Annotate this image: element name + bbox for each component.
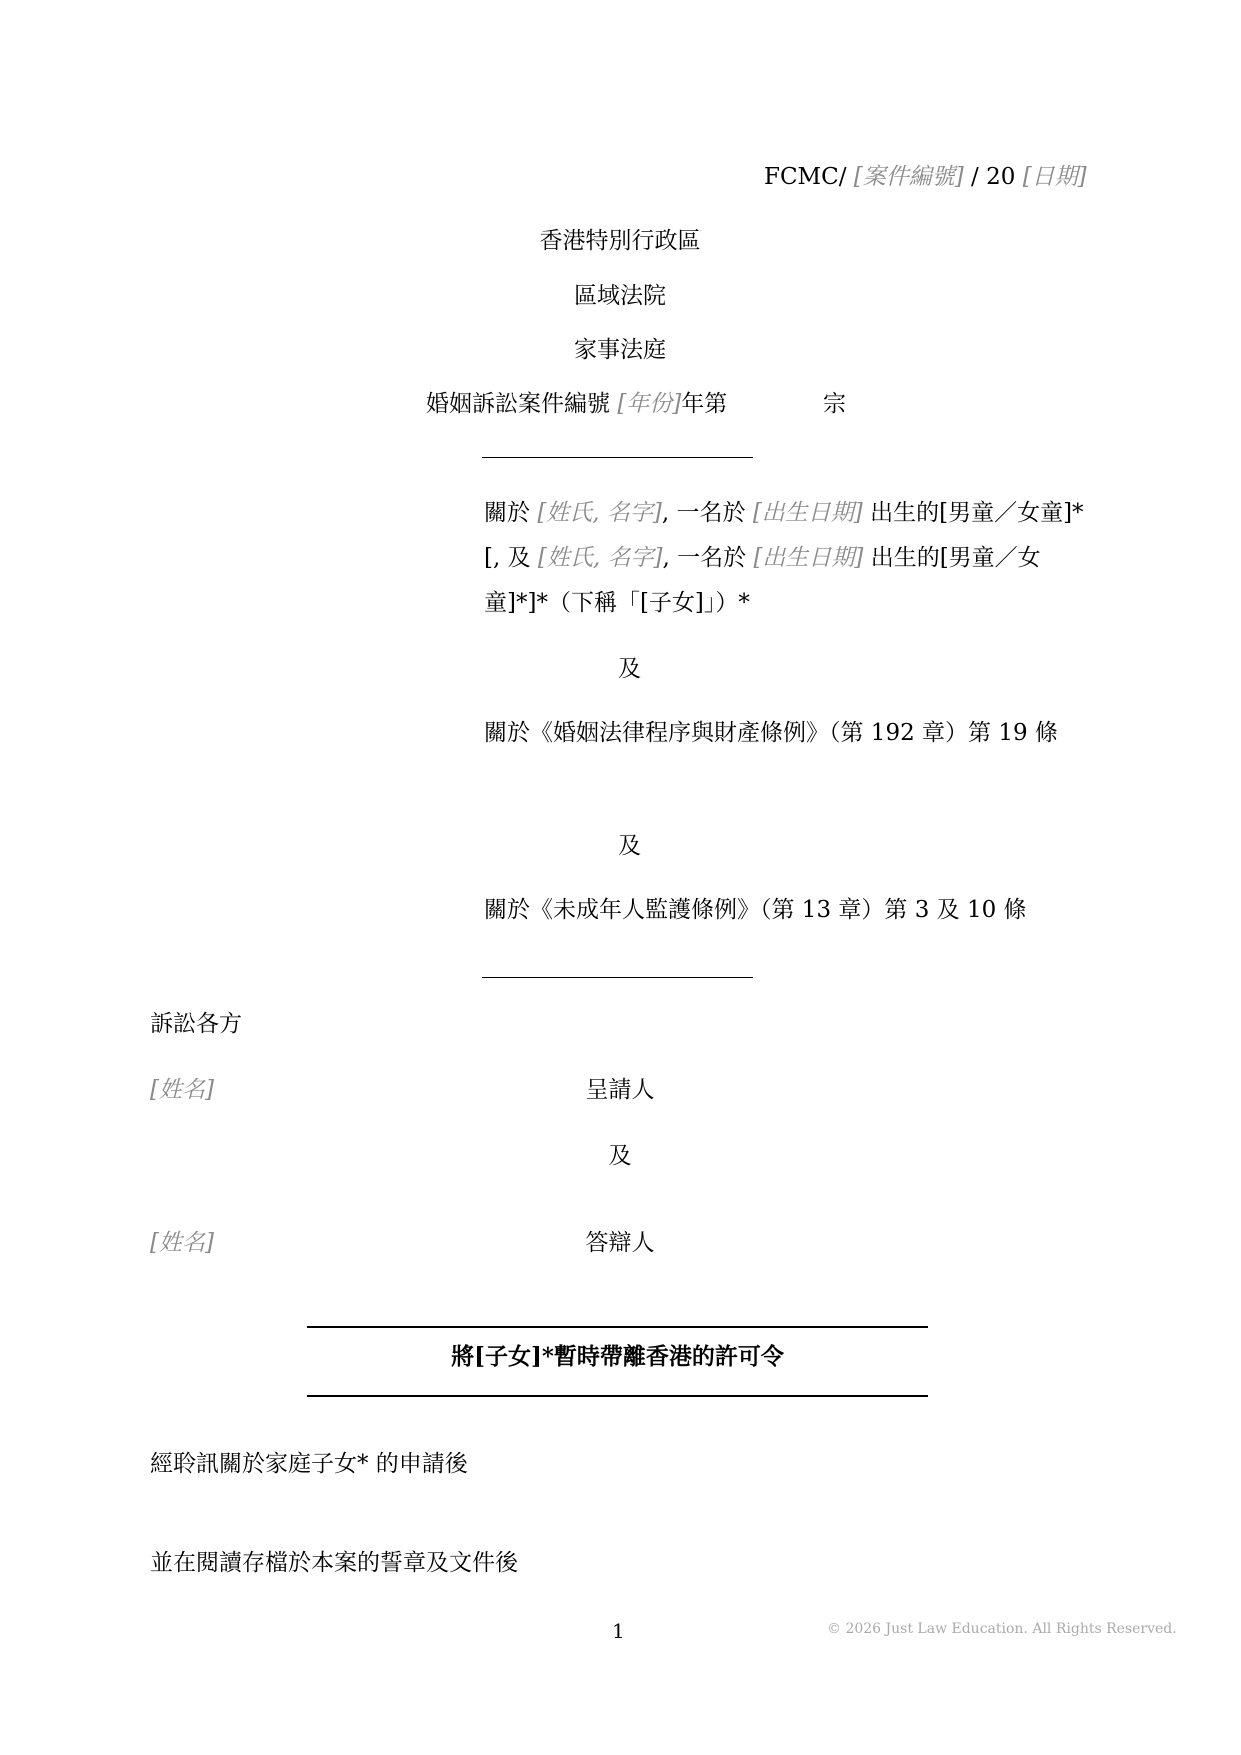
divider-bottom [482,977,753,978]
case-line-mid: 年第 [681,391,728,417]
title-rule-bottom [307,1395,928,1397]
child-dob-placeholder-2[interactable]: [出生日期] [753,545,864,571]
matter-ordinance-13: 關於《未成年人監護條例》（第 13 章）第 3 及 10 條 [484,897,1027,923]
case-line-prefix: 婚姻訴訟案件編號 [426,391,610,417]
parties-heading: 訴訟各方 [150,1011,242,1037]
body-line-affidavits: 並在閱讀存檔於本案的誓章及文件後 [150,1550,518,1576]
matter-text: 出生的[男童／女童]*[, 及 [484,500,1084,571]
and-connector-1: 及 [618,656,641,682]
case-ref-prefix: FCMC/ [764,164,847,190]
year-placeholder[interactable]: [年份] [617,391,682,417]
child-name-placeholder-1[interactable]: [姓氏, 名字] [537,500,662,526]
case-line-suffix: 宗 [823,391,846,417]
matter-text: 出生的[男童／女童]*]*（下稱「[子女]」）* [484,545,1041,616]
matter-text: 關於 [484,500,530,526]
order-title: 將[子女]*暫時帶離香港的許可令 [451,1343,784,1370]
court-name-family: 家事法庭 [574,337,666,363]
body-line-hearing: 經聆訊關於家庭子女* 的申請後 [150,1451,468,1477]
petitioner-role: 呈請人 [585,1077,655,1103]
court-name-district: 區域法院 [574,283,666,309]
child-dob-placeholder-1[interactable]: [出生日期] [752,500,863,526]
matter-ordinance-192: 關於《婚姻法律程序與財產條例》（第 192 章）第 19 條 [484,720,1058,746]
page-number: 1 [612,1619,625,1643]
case-reference [764,163,1087,193]
petitioner-name-placeholder[interactable]: [姓名] [150,1077,214,1103]
court-name-region: 香港特別行政區 [539,228,701,254]
parties-and: 及 [608,1143,632,1169]
case-number-line [426,390,727,420]
case-ref-mid: / 20 [963,164,1016,190]
divider-top [482,457,753,458]
child-name-placeholder-2[interactable]: [姓氏, 名字] [537,545,663,571]
copyright-notice: © 2026 Just Law Education. All Rights Reserved. [827,1621,1177,1637]
title-rule-top [307,1326,928,1328]
matter-text: , 一名於 [662,545,747,571]
respondent-role: 答辯人 [585,1230,655,1256]
date-placeholder[interactable]: [日期] [1022,164,1087,190]
and-connector-2: 及 [618,833,641,859]
respondent-name-placeholder[interactable]: [姓名] [150,1230,214,1256]
matter-child-paragraph [484,491,1084,626]
matter-text: , 一名於 [661,500,746,526]
case-number-placeholder[interactable]: [案件編號] [853,164,964,190]
